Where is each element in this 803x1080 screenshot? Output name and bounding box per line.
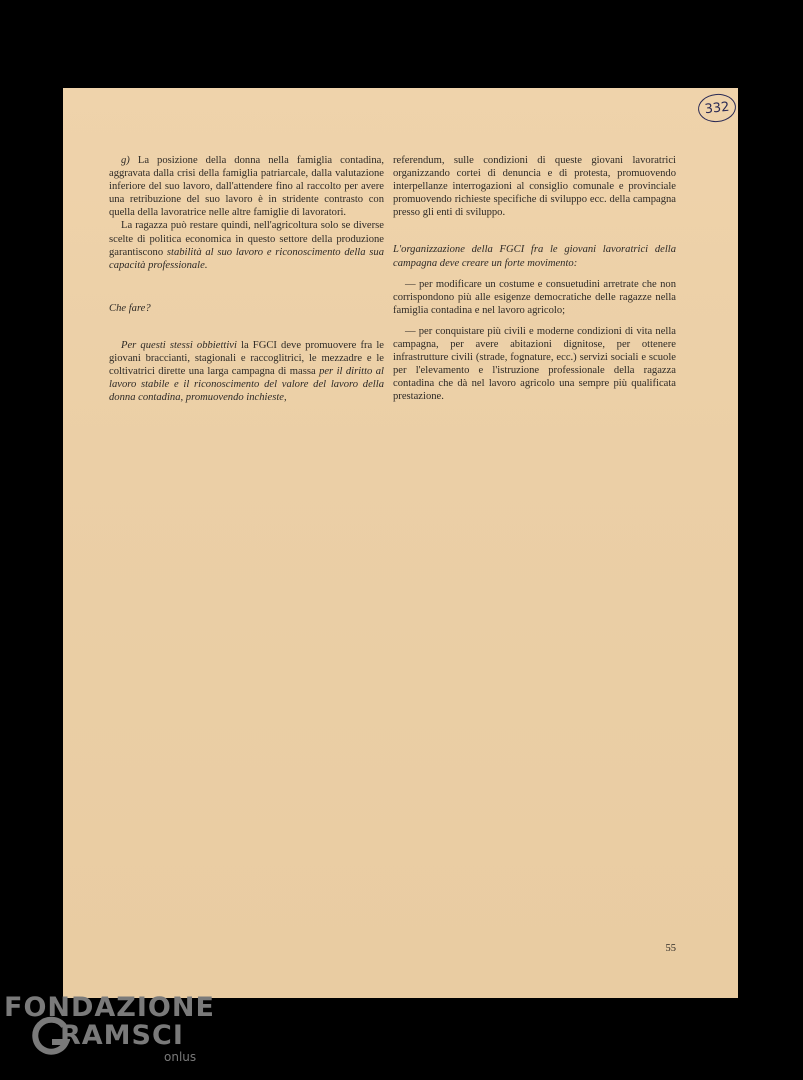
watermark-line-1: FONDAZIONE	[4, 992, 215, 1023]
paragraph-g-lead: g)	[121, 155, 130, 166]
bullet-item-condizioni: — per conquistare più civili e moderne condizioni di vita nella campagna, per avere abitazioni dignitose, per ottenere infrastrutture civili (strade, fognature, ecc.) servizi sociali e scuole per l'elevamento e l'istruzione professionale della ragazza contadina che dà nel lavoro agricolo una sempre più qualificata prestazione.	[393, 325, 676, 403]
paragraph-g	[109, 154, 384, 219]
paragraph-organizzazione: L'organizzazione della FGCI fra le giovani lavoratrici della campagna deve creare un forte movimento:	[393, 244, 676, 269]
document-page	[63, 88, 738, 998]
paragraph-ragazza	[109, 219, 384, 271]
paragraph-ragazza-text: La ragazza può restare quindi, nell'agricoltura solo se diverse scelte di politica economica in questo settore della produzione garantiscono	[109, 220, 384, 258]
watermark-sub: onlus	[164, 1050, 197, 1064]
fondazione-gramsci-watermark	[0, 990, 220, 1080]
bullet-item-costume: — per modificare un costume e consuetudini arretrate che non corrispondono più alle esigenze democratiche delle ragazze nella famiglia contadina e nel lavoro agricolo;	[393, 278, 676, 316]
paragraph-obiettivi	[109, 339, 384, 404]
watermark-line-2: RAMSCI	[60, 1020, 184, 1051]
paragraph-obiettivi-italic-1: Per questi stessi obbiettivi	[121, 339, 237, 351]
page-number: 55	[665, 943, 676, 954]
paragraph-referendum: referendum, sulle condizioni di queste giovani lavoratrici organizzando cortei di denuncia e di protesta, promuovendo interpellanze interrogazioni al consiglio comunale e provinciale promuovendo richieste specifiche di sviluppo ecc. della campagna presso gli enti di sviluppo.	[393, 155, 676, 219]
archive-stamp	[697, 92, 738, 124]
paragraph-obiettivi-text: la FGCI deve promuovere fra le giovani braccianti, stagionali e raccoglitrici, le mezzadre e le coltivatrici dirette una larga campagna di massa	[109, 339, 384, 378]
left-column	[109, 154, 384, 404]
stamp-number: 332	[703, 99, 731, 117]
section-heading: Che fare?	[109, 302, 151, 314]
paragraph-ragazza-italic: stabilità al suo lavoro e riconoscimento della sua capacità professionale.	[109, 246, 384, 271]
right-column	[393, 154, 676, 404]
paragraph-g-text: La posizione della donna nella famiglia contadina, aggravata dalla crisi della famiglia patriarcale, dalla valutazione inferiore del suo lavoro, dall'attendere fino al raccolto per avere una retribuzione del suo lavoro è in stridente contrasto con quella della lavoratrice nelle altre famiglie di lavoratori.	[109, 155, 384, 219]
paragraph-obiettivi-italic-2: per il diritto al lavoro stabile e il riconoscimento del valore del lavoro della donna contadina, promuovendo inchieste,	[109, 366, 384, 404]
